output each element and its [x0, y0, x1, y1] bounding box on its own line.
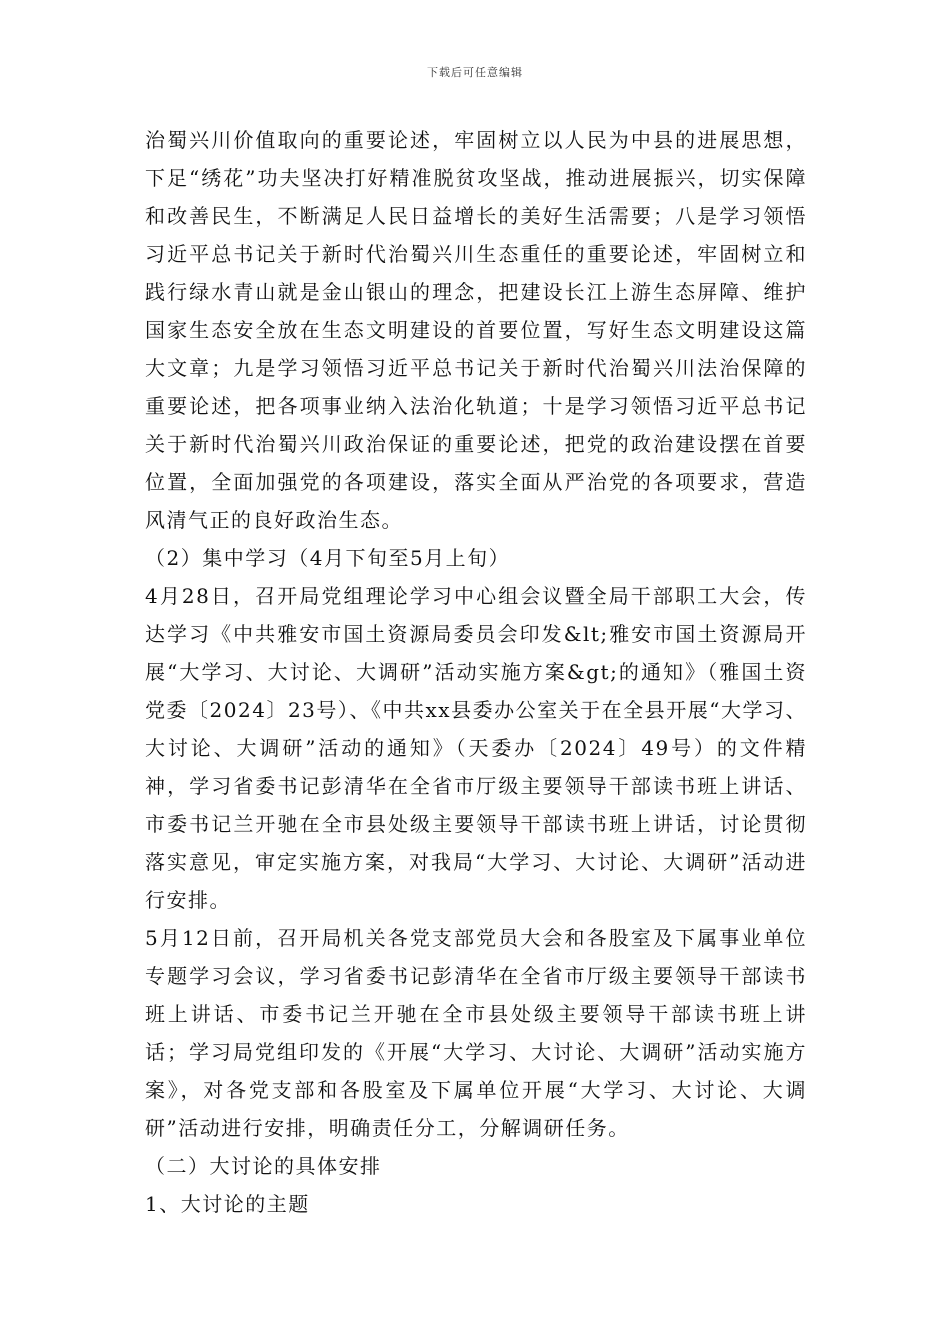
page-header: 下载后可任意编辑	[427, 66, 523, 79]
heading-discussion-theme: 1、大讨论的主题	[145, 1192, 310, 1216]
heading-focused-study: （2）集中学习（4月下旬至5月上旬）	[145, 546, 511, 570]
paragraph-study-content: 治蜀兴川价值取向的重要论述，牢固树立以人民为中县的进展思想，下足“绣花”功夫坚决打好精准脱贫攻坚战，推动进展振兴，切实保障和改善民生，不断满足人民日益增长的美好生活需要；八是学习领悟习近平总书记关于新时代治蜀兴川生态重任的重要论述，牢固树立和践行绿水青山就是金山银山的理念，把建设长江上游生态屏障、维护国家生态安全放在生态文明建设的首要位置，写好生态文明建设这篇大文章；九是学习领悟习近平总书记关于新时代治蜀兴川法治保障的重要论述，把各项事业纳入法治化轨道；十是学习领悟习近平总书记关于新时代治蜀兴川政治保证的重要论述，把党的政治建设摆在首要位置，全面加强党的各项建设，落实全面从严治党的各项要求，营造风清气正的良好政治生态。	[145, 128, 807, 532]
document-body	[145, 121, 807, 1223]
paragraph-april-28-meeting: 4月28日，召开局党组理论学习中心组会议暨全局干部职工大会，传达学习《中共雅安市国土资源局委员会印发&lt;雅安市国土资源局开展“大学习、大讨论、大调研”活动实施方案&gt;的通知》（雅国土资党委〔2024〕23号）、《中共xx县委办公室关于在全县开展“大学习、大讨论、大调研”活动的通知》（天委办〔2024〕49号）的文件精神，学习省委书记彭清华在全省市厅级主要领导干部读书班上讲话、市委书记兰开驰在全市县处级主要领导干部读书班上讲话，讨论贯彻落实意见，审定实施方案，对我局“大学习、大讨论、大调研”活动进行安排。	[145, 584, 807, 912]
heading-discussion-arrangement: （二）大讨论的具体安排	[145, 1154, 382, 1178]
paragraph-may-12-meeting: 5月12日前，召开局机关各党支部党员大会和各股室及下属事业单位专题学习会议，学习省委书记彭清华在全省市厅级主要领导干部读书班上讲话、市委书记兰开驰在全市县处级主要领导干部读书班上讲话；学习局党组印发的《开展“大学习、大讨论、大调研”活动实施方案》，对各党支部和各股室及下属单位开展“大学习、大讨论、大调研”活动进行安排，明确责任分工，分解调研任务。	[145, 926, 807, 1140]
